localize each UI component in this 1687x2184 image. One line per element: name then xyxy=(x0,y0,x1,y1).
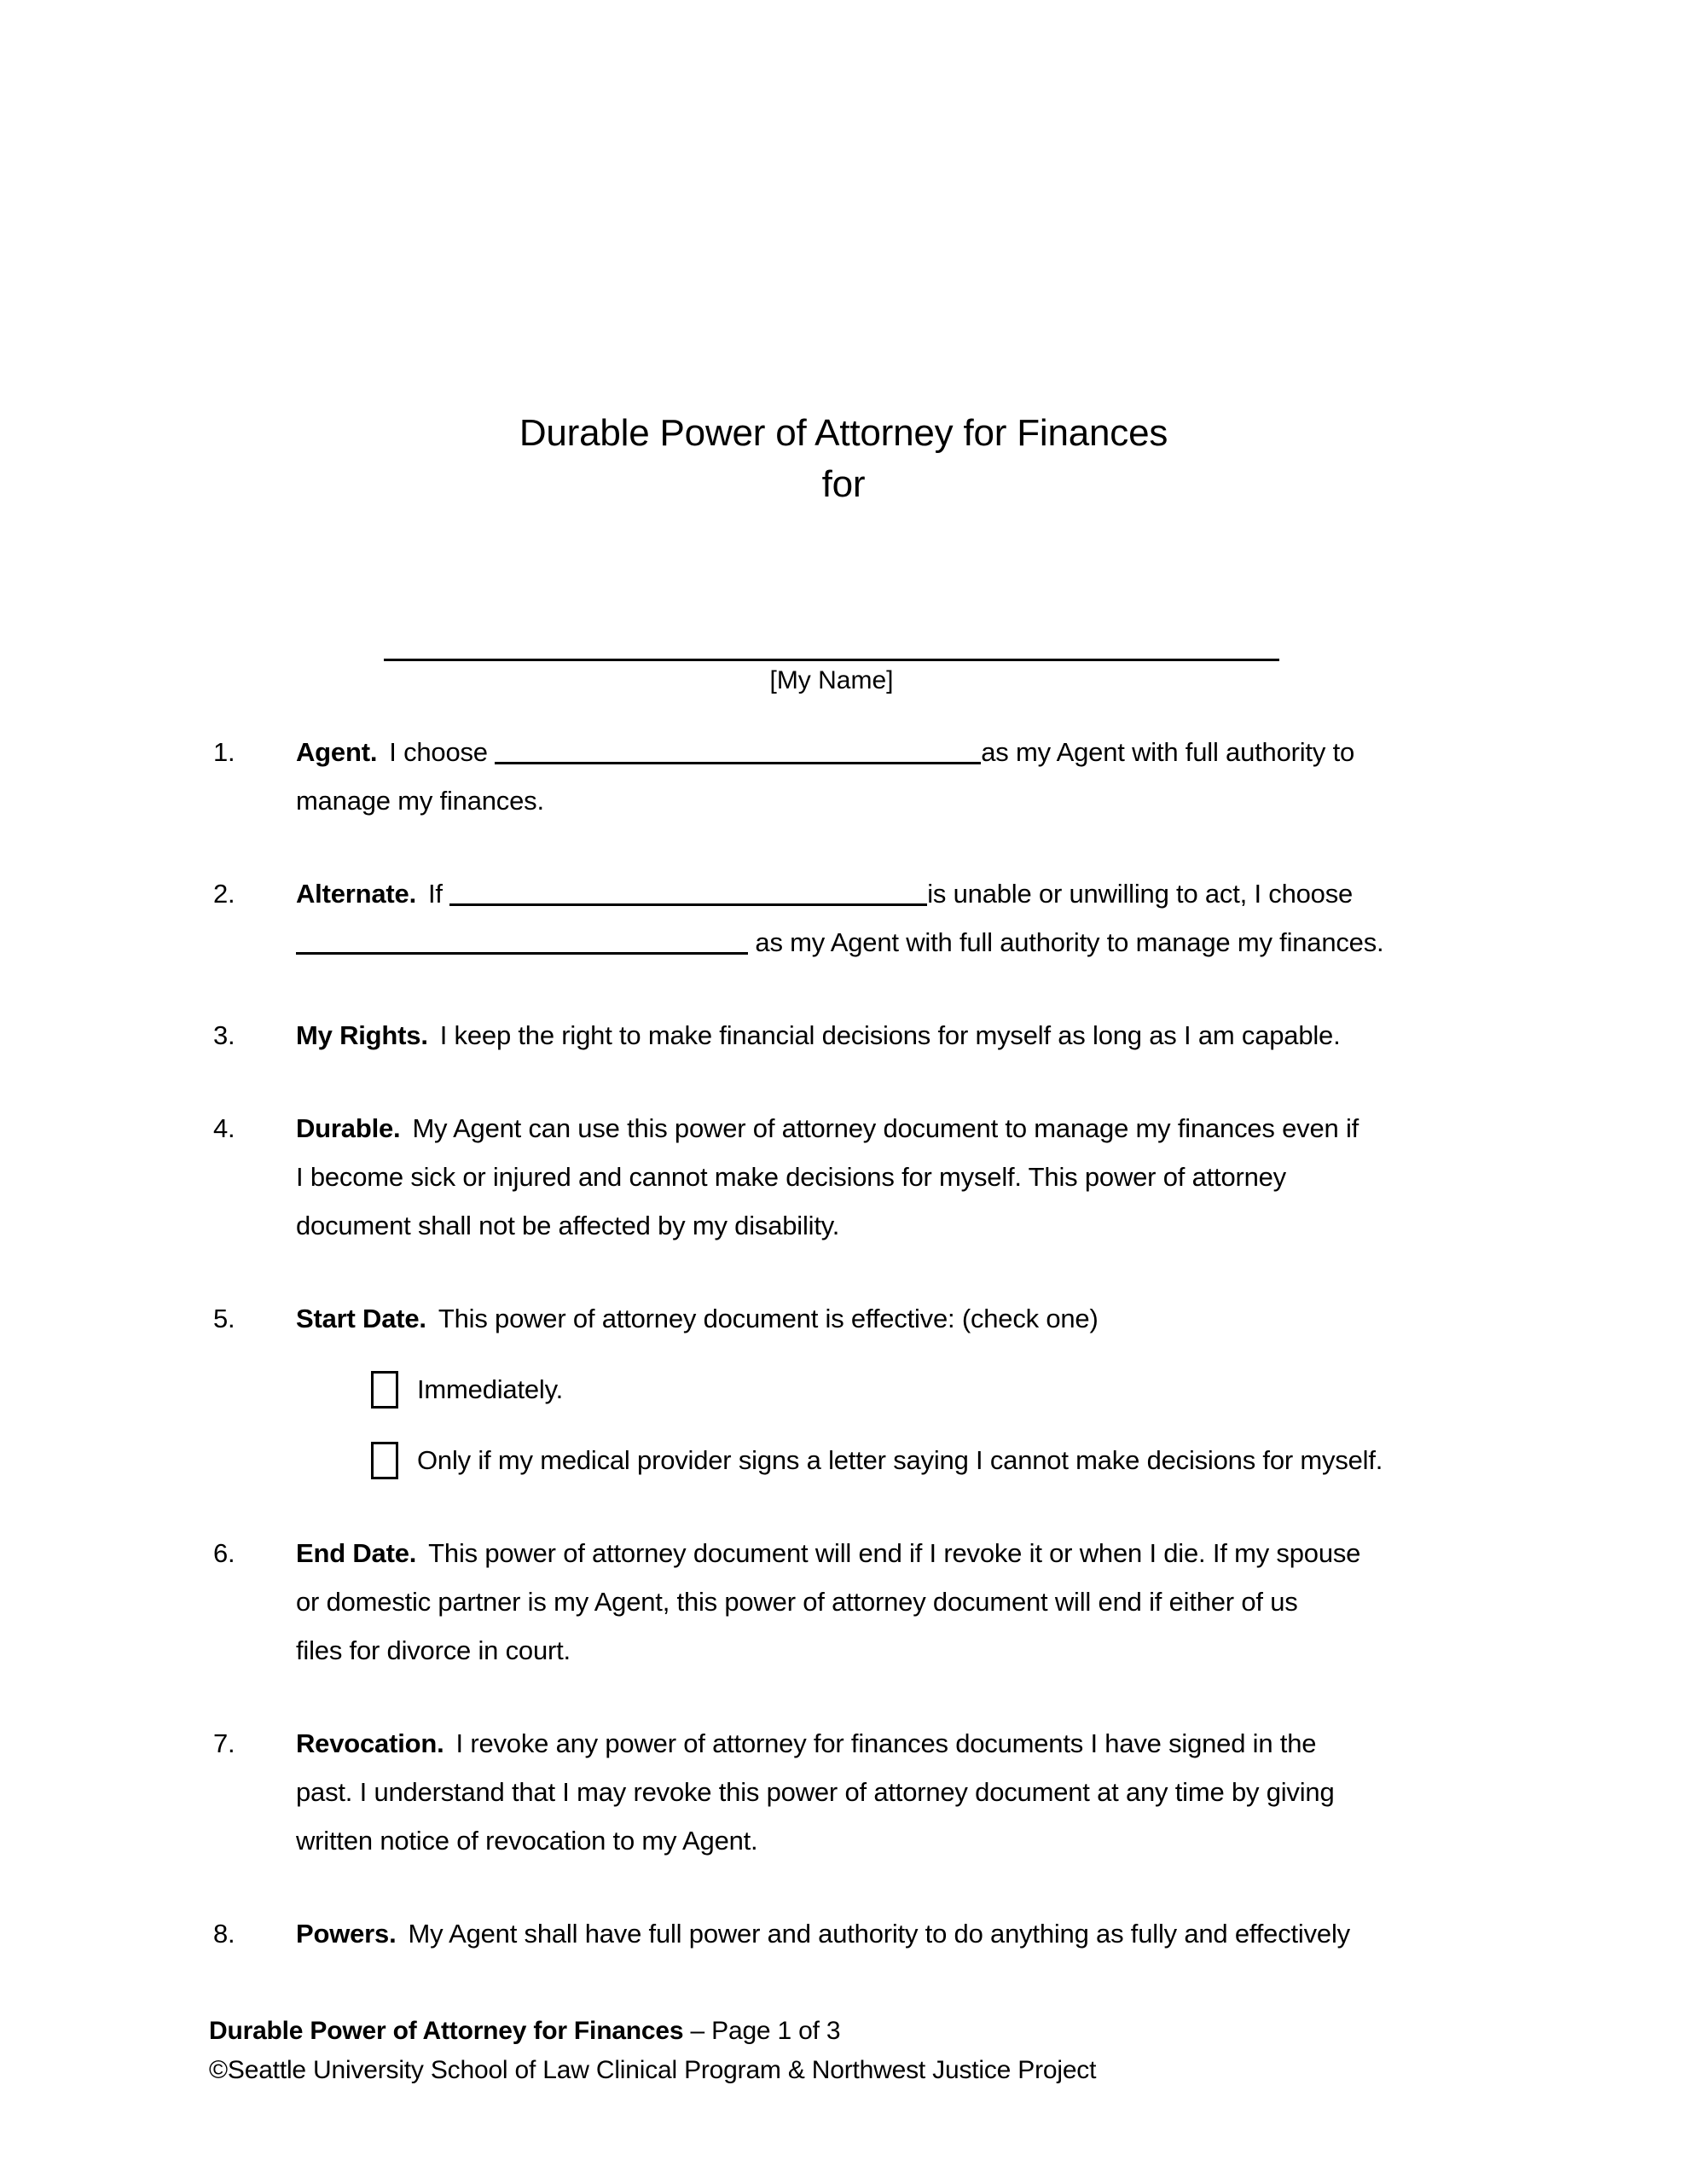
footer-copyright: ©Seattle University School of Law Clinical Program & Northwest Justice Project xyxy=(209,2056,1097,2084)
my-name-label: [My Name] xyxy=(769,666,894,694)
item-text-segment: This power of attorney document will end if I revoke it or when I die. If my spouse xyxy=(428,1538,1361,1568)
footer-doc-name: Durable Power of Attorney for Finances xyxy=(209,2017,684,2045)
item-number: 4. xyxy=(213,1113,235,1143)
item-number: 3. xyxy=(213,1020,235,1050)
item-text-segment: This power of attorney document is effective: (check one) xyxy=(438,1304,1099,1333)
item-text-segment: My Agent shall have full power and authority to do anything as fully and effectively xyxy=(408,1919,1350,1949)
item-text xyxy=(296,1011,1488,1060)
item-text-segment: as my Agent with full authority to manage my finances. xyxy=(748,927,1384,957)
checkbox-label: Only if my medical provider signs a letter saying I cannot make decisions for myself. xyxy=(417,1445,1383,1475)
item-text-segment: I revoke any power of attorney for finances documents I have signed in the xyxy=(455,1728,1317,1758)
item-text xyxy=(296,728,1488,825)
item-text-segment: files for divorce in court. xyxy=(296,1635,571,1665)
list-item-start-date xyxy=(213,1294,1488,1484)
item-text xyxy=(296,1294,1488,1484)
item-number: 8. xyxy=(213,1919,235,1949)
checkbox-label: Immediately. xyxy=(417,1374,564,1404)
item-number: 1. xyxy=(213,737,235,767)
page-title-block xyxy=(0,408,1687,510)
list-item-alternate xyxy=(213,869,1488,967)
item-text-segment: document shall not be affected by my disability. xyxy=(296,1211,840,1240)
item-number: 2. xyxy=(213,879,235,909)
item-text xyxy=(296,1909,1488,1958)
list-item-revocation xyxy=(213,1719,1488,1865)
item-text-segment: I choose xyxy=(389,737,496,767)
item-text-segment: as my Agent with full authority to xyxy=(981,737,1355,767)
footer-line-1 xyxy=(209,2012,1488,2051)
item-text xyxy=(296,1529,1488,1675)
item-text-segment: is unable or unwilling to act, I choose xyxy=(927,879,1354,909)
footer-page-number: – Page 1 of 3 xyxy=(683,2017,841,2045)
item-text xyxy=(296,1719,1488,1865)
page-title-for: for xyxy=(821,463,866,505)
numbered-list xyxy=(213,728,1488,2002)
item-text-segment: written notice of revocation to my Agent. xyxy=(296,1826,758,1856)
item-text xyxy=(296,1104,1488,1250)
start-date-option-row xyxy=(296,1365,1488,1414)
agent-name-blank[interactable] xyxy=(495,736,981,764)
item-text-segment: or domestic partner is my Agent, this power of attorney document will end if either of us xyxy=(296,1587,1298,1617)
item-term: Revocation. xyxy=(296,1728,444,1758)
page-title: Durable Power of Attorney for Finances xyxy=(519,412,1168,454)
item-text-segment: past. I understand that I may revoke this power of attorney document at any time by giving xyxy=(296,1777,1335,1807)
item-text xyxy=(296,869,1488,967)
item-number: 7. xyxy=(213,1728,235,1758)
list-item-powers xyxy=(213,1909,1488,1958)
item-term: Start Date. xyxy=(296,1304,426,1333)
item-text-segment: manage my finances. xyxy=(296,786,544,816)
item-text-segment: If xyxy=(427,879,450,909)
item-term: My Rights. xyxy=(296,1020,428,1050)
item-term: Durable. xyxy=(296,1113,401,1143)
list-item-agent xyxy=(213,728,1488,825)
item-text-segment: My Agent can use this power of attorney document to manage my finances even if xyxy=(412,1113,1359,1143)
item-term: Alternate. xyxy=(296,879,416,909)
list-item-end-date xyxy=(213,1529,1488,1675)
item-term: End Date. xyxy=(296,1538,417,1568)
checkbox-medical-provider[interactable] xyxy=(371,1442,398,1479)
checkbox-immediately[interactable] xyxy=(371,1371,398,1409)
item-text-segment: I keep the right to make financial decisions for myself as long as I am capable. xyxy=(439,1020,1341,1050)
name-block xyxy=(384,624,1279,695)
page-footer xyxy=(209,2012,1488,2090)
item-text-segment: I become sick or injured and cannot make decisions for myself. This power of attorney xyxy=(296,1162,1286,1192)
item-number: 5. xyxy=(213,1304,235,1333)
alternate-unable-blank[interactable] xyxy=(449,878,927,906)
my-name-blank[interactable] xyxy=(384,624,1279,661)
item-term: Powers. xyxy=(296,1919,397,1949)
start-date-option-row xyxy=(296,1436,1488,1484)
list-item-my-rights xyxy=(213,1011,1488,1060)
item-number: 6. xyxy=(213,1538,235,1568)
alternate-name-blank[interactable] xyxy=(296,926,748,955)
item-term: Agent. xyxy=(296,737,378,767)
list-item-durable xyxy=(213,1104,1488,1250)
